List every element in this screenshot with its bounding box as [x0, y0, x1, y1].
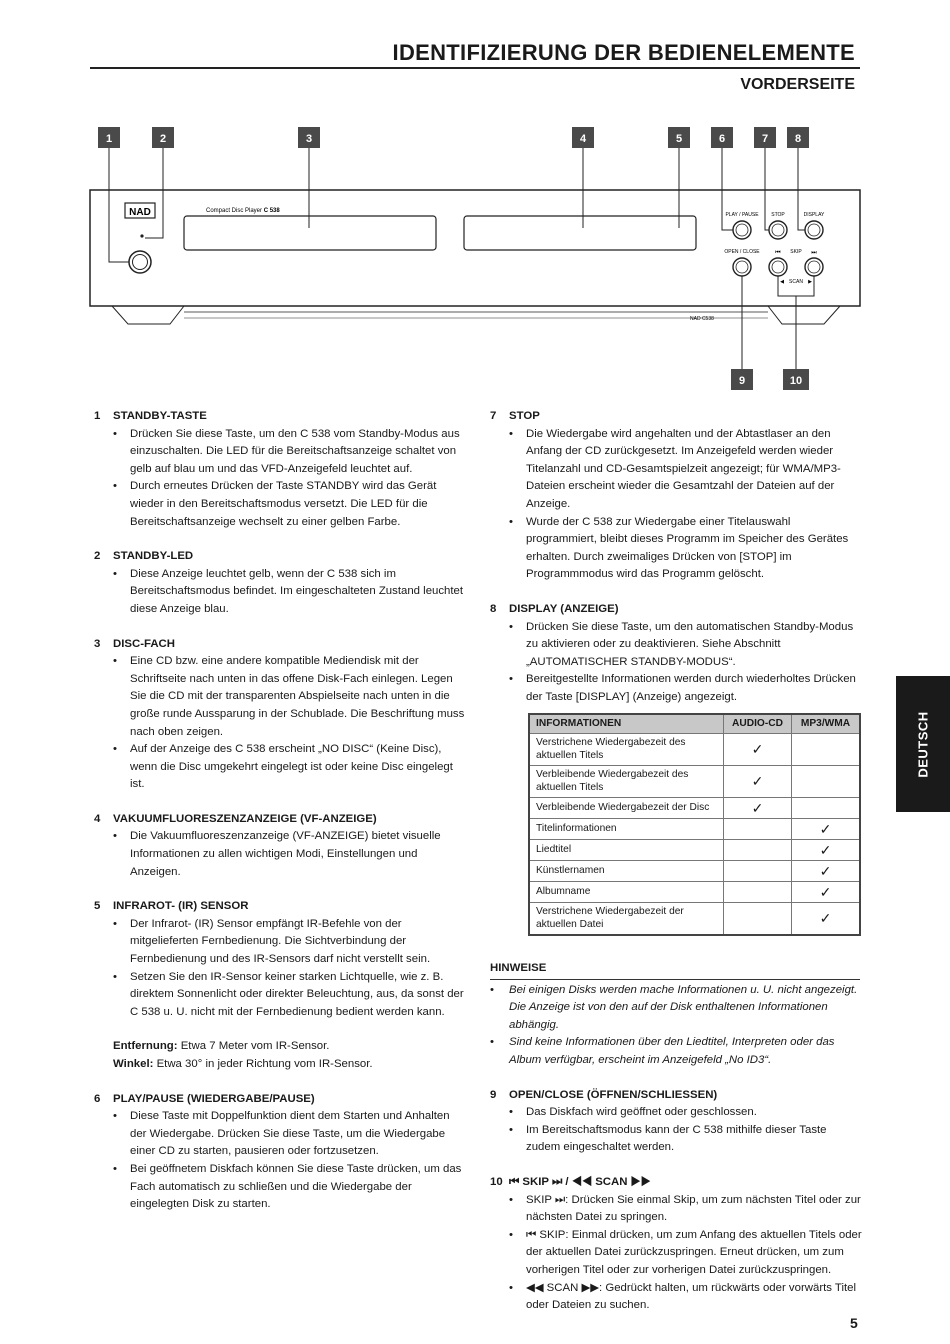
section-8: [490, 601, 862, 707]
section-3: [94, 636, 469, 794]
section-heading: 9 OPEN/CLOSE (ÖFFNEN/SCHLIESSEN): [490, 1088, 718, 1101]
section-heading: 7 STOP: [490, 410, 540, 422]
table-cell: Verstrichene Wiedergabezeit der aktuellen Datei: [529, 903, 724, 936]
hinweis-heading: HINWEISE: [490, 960, 860, 980]
callout-2: 2: [159, 133, 167, 145]
callout-4: 4: [579, 133, 587, 145]
table-row: [529, 861, 860, 882]
check-cell: [792, 766, 861, 798]
section-heading: 3 DISC-FACH: [94, 637, 176, 650]
hinweis-item: • Bei einigen Disks werden mache Informationen u. U. nicht angezeigt. Die Anzeige ist von den auf der Disk enthaltenen Informationen abhängig.: [490, 982, 862, 1035]
display-label: DISPLAY: [803, 212, 825, 218]
scan-back-label: ◀: [780, 279, 784, 285]
table-row: [529, 766, 860, 798]
callout-5: 5: [675, 133, 683, 145]
disc-tray[interactable]: [184, 216, 436, 250]
bullet: • Im Bereitschaftsmodus kann der C 538 mithilfe dieser Taste zudem eingeschaltet werden.: [509, 1122, 862, 1157]
table-row: [529, 798, 860, 819]
table-cell: Liedtitel: [529, 840, 724, 861]
table-cell: Titelinformationen: [529, 819, 724, 840]
bullet: • Die Vakuumfluoreszenzanzeige (VF-ANZEIGE) bietet visuelle Informationen zu allen wichtigen Modi, Einstellungen und Anzeigen.: [113, 828, 469, 881]
table-cell: Verbleibende Wiedergabezeit des aktuellen Titels: [529, 766, 724, 798]
bullet: • Das Diskfach wird geöffnet oder geschlossen.: [509, 1104, 862, 1122]
section-2: [94, 548, 469, 618]
table-header: AUDIO-CD: [724, 714, 792, 734]
callout-3: 3: [305, 133, 313, 145]
check-cell: ✓: [792, 861, 861, 882]
bullet: • Eine CD bzw. eine andere kompatible Mediendisk mit der Schriftseite nach unten in das offene Disk-Fach einlegen. Legen Sie die CD mit der transparenten Abspielseite nach unten in die große runde Aussparung in der Schublade. Die Beschriftung muss nach oben zeigen.: [113, 653, 469, 741]
vfd-display: [464, 216, 696, 250]
callout-7: 7: [761, 133, 769, 145]
page-subtitle: VORDERSEITE: [740, 76, 855, 93]
section-heading: 6 PLAY/PAUSE (WIEDERGABE/PAUSE): [94, 1092, 315, 1105]
page-title: IDENTIFIZIERUNG DER BEDIENELEMENTE: [392, 40, 855, 65]
skip-next-label: ⏭: [811, 249, 817, 256]
section-1: [94, 408, 469, 531]
section-heading: 4 VAKUUMFLUORESZENZANZEIGE (VF-ANZEIGE): [94, 812, 377, 825]
bullet: • Durch erneutes Drücken der Taste STANDBY wird das Gerät wieder in den Bereitschaftsmodus versetzt. Die LED für die Bereitschaftsanzeige wechselt zu einer gelben Farbe.: [113, 478, 469, 531]
standby-led: [140, 234, 143, 237]
hinweis-item: • Sind keine Informationen über den Liedtitel, Interpreten oder das Album verfügbar, erscheint im Anzeigefeld „No ID3“.: [490, 1034, 862, 1069]
scan-label: SCAN: [789, 279, 803, 285]
device-foot-right: [768, 306, 840, 324]
device-footer-logo: NAD C538: [690, 316, 714, 322]
page-number: 5: [850, 1315, 858, 1331]
table-header: MP3/WMA: [792, 714, 861, 734]
display-info-table: [528, 713, 861, 937]
language-tab-label: DEUTSCH: [915, 710, 931, 778]
bullet: • SKIP ⏭: Drücken Sie einmal Skip, um zum nächsten Titel oder zur nächsten Datei zu springen.: [509, 1192, 862, 1227]
table-row: [529, 819, 860, 840]
model-label: Compact Disc Player C 538: [206, 208, 280, 214]
section-heading: 5 INFRAROT- (IR) SENSOR: [94, 900, 249, 913]
check-cell: [724, 840, 792, 861]
section-5: [94, 898, 469, 1021]
section-heading: 1 STANDBY-TASTE: [94, 410, 207, 422]
bullet: • ◀◀ SCAN ▶▶: Gedrückt halten, um rückwärts oder vorwärts Titel oder Dateien zu suchen.: [509, 1280, 862, 1315]
hinweis-box: [490, 960, 862, 1070]
check-cell: ✓: [792, 819, 861, 840]
nad-logo: NAD: [129, 207, 151, 218]
table-cell: Verbleibende Wiedergabezeit der Disc: [529, 798, 724, 819]
table-cell: Verstrichene Wiedergabezeit des aktuellen Titels: [529, 734, 724, 766]
check-cell: [724, 882, 792, 903]
table-cell: Künstlernamen: [529, 861, 724, 882]
section-10: [490, 1174, 862, 1315]
bullet: • ⏮ SKIP: Einmal drücken, um zum Anfang des aktuellen Titels oder der aktuellen Datei zurückzuspringen. Erneut drücken, um zum vorherigen Titel oder zur vorherigen Datei zurückzuspringen.: [509, 1227, 862, 1280]
bullet: • Drücken Sie diese Taste, um den C 538 vom Standby-Modus aus einzuschalten. Die LED für die Bereitschaftsanzeige schaltet von gelb auf blau um und das VFD-Anzeigefeld leuchtet auf.: [113, 426, 469, 479]
section-heading: 2 STANDBY-LED: [94, 550, 194, 563]
section-heading: 10 ⏮ SKIP ⏭ / ◀◀ SCAN ▶▶: [490, 1175, 651, 1188]
bullet: • Auf der Anzeige des C 538 erscheint „NO DISC“ (Keine Disc), wenn die Disc umgekehrt eingelegt ist oder keine Disc eingelegt ist.: [113, 741, 469, 794]
bullet: • Die Wiedergabe wird angehalten und der Abtastlaser an den Anfang der CD zurückgesetzt. Im Anzeigefeld werden wieder Titelanzahl und CD-Gesamtspielzeit angezeigt; für WMA/MP3-Dateien erscheint wieder die Gesamtzahl der Dateien auf der Anzeige.: [509, 426, 862, 514]
skip-prev-label: ⏮: [775, 249, 781, 256]
section-7: [490, 408, 862, 584]
check-cell: [792, 798, 861, 819]
check-cell: [724, 819, 792, 840]
section-heading: 8 DISPLAY (ANZEIGE): [490, 602, 619, 615]
table-row: [529, 903, 860, 936]
callout-1: 1: [105, 133, 113, 145]
table-row: [529, 840, 860, 861]
check-cell: [792, 734, 861, 766]
bullet: • Setzen Sie den IR-Sensor keiner starken Lichtquelle, wie z. B. direktem Sonnenlicht oder direkter Beleuchtung, aus, da sonst der C 538 u. U. nicht mit der Fernbedienung bedient werden kann.: [113, 969, 469, 1022]
table-header-row: [529, 714, 860, 734]
bullet: • Diese Anzeige leuchtet gelb, wenn der C 538 sich im Bereitschaftsmodus befindet. Im eingeschalteten Zustand leuchtet diese Anzeige blau.: [113, 566, 469, 619]
bullet: • Bei geöffnetem Diskfach können Sie diese Taste drücken, um das Fach automatisch zu schließen und die Wiedergabe der eingelegten Disk zu starten.: [113, 1161, 469, 1214]
table-row: [529, 882, 860, 903]
check-cell: ✓: [724, 798, 792, 819]
bullet: • Drücken Sie diese Taste, um den automatischen Standby-Modus zu aktivieren oder zu deaktivieren. Siehe Abschnitt „AUTOMATISCHER STANDBY-MODUS“.: [509, 619, 862, 672]
play-pause-label: PLAY / PAUSE: [725, 212, 759, 218]
check-cell: ✓: [724, 766, 792, 798]
stop-label: STOP: [771, 212, 785, 218]
section-4: [94, 811, 469, 881]
section-9: [490, 1087, 862, 1157]
skip-label: SKIP: [790, 249, 802, 255]
left-column: [94, 408, 469, 1231]
callout-10: 10: [789, 375, 803, 387]
device-foot-left: [112, 306, 184, 324]
bullet: • Diese Taste mit Doppelfunktion dient dem Starten und Anhalten der Wiedergabe. Drücken Sie diese Taste, um die Wiedergabe einer CD zu starten, pausieren oder fortzusetzen.: [113, 1108, 469, 1161]
check-cell: ✓: [724, 734, 792, 766]
table-row: [529, 734, 860, 766]
bullet: • Der Infrarot- (IR) Sensor empfängt IR-Befehle von der mitgelieferten Fernbedienung. Die Sichtverbindung der Fernbedienung und des IR-Sensors darf nicht verstellt sein.: [113, 916, 469, 969]
language-tab: [896, 676, 950, 812]
open-close-label: OPEN / CLOSE: [724, 249, 760, 255]
table-header: INFORMATIONEN: [529, 714, 724, 734]
callout-9: 9: [738, 375, 746, 387]
check-cell: [724, 903, 792, 936]
scan-fwd-label: ▶: [808, 279, 812, 285]
check-cell: ✓: [792, 903, 861, 936]
ir-range-info: Entfernung: Etwa 7 Meter vom IR-Sensor. Winkel: Etwa 30° in jeder Richtung vom IR-Sensor.: [113, 1040, 373, 1070]
callout-6: 6: [718, 133, 726, 145]
bullet: • Bereitgestellte Informationen werden durch wiederholtes Drücken der Taste [DISPLAY] (Anzeige) angezeigt.: [509, 671, 862, 706]
table-cell: Albumname: [529, 882, 724, 903]
section-6: [94, 1091, 469, 1214]
check-cell: [724, 861, 792, 882]
front-panel-diagram: [0, 0, 950, 400]
check-cell: ✓: [792, 882, 861, 903]
callout-8: 8: [794, 133, 802, 145]
bullet: • Wurde der C 538 zur Wiedergabe einer Titelauswahl programmiert, bleibt dieses Programm im Speicher des Gerätes erhalten. Durch zweimaliges Drücken von [STOP] im Programmmodus wird das Programm gelöscht.: [509, 514, 862, 584]
check-cell: ✓: [792, 840, 861, 861]
right-column: [490, 408, 862, 1332]
